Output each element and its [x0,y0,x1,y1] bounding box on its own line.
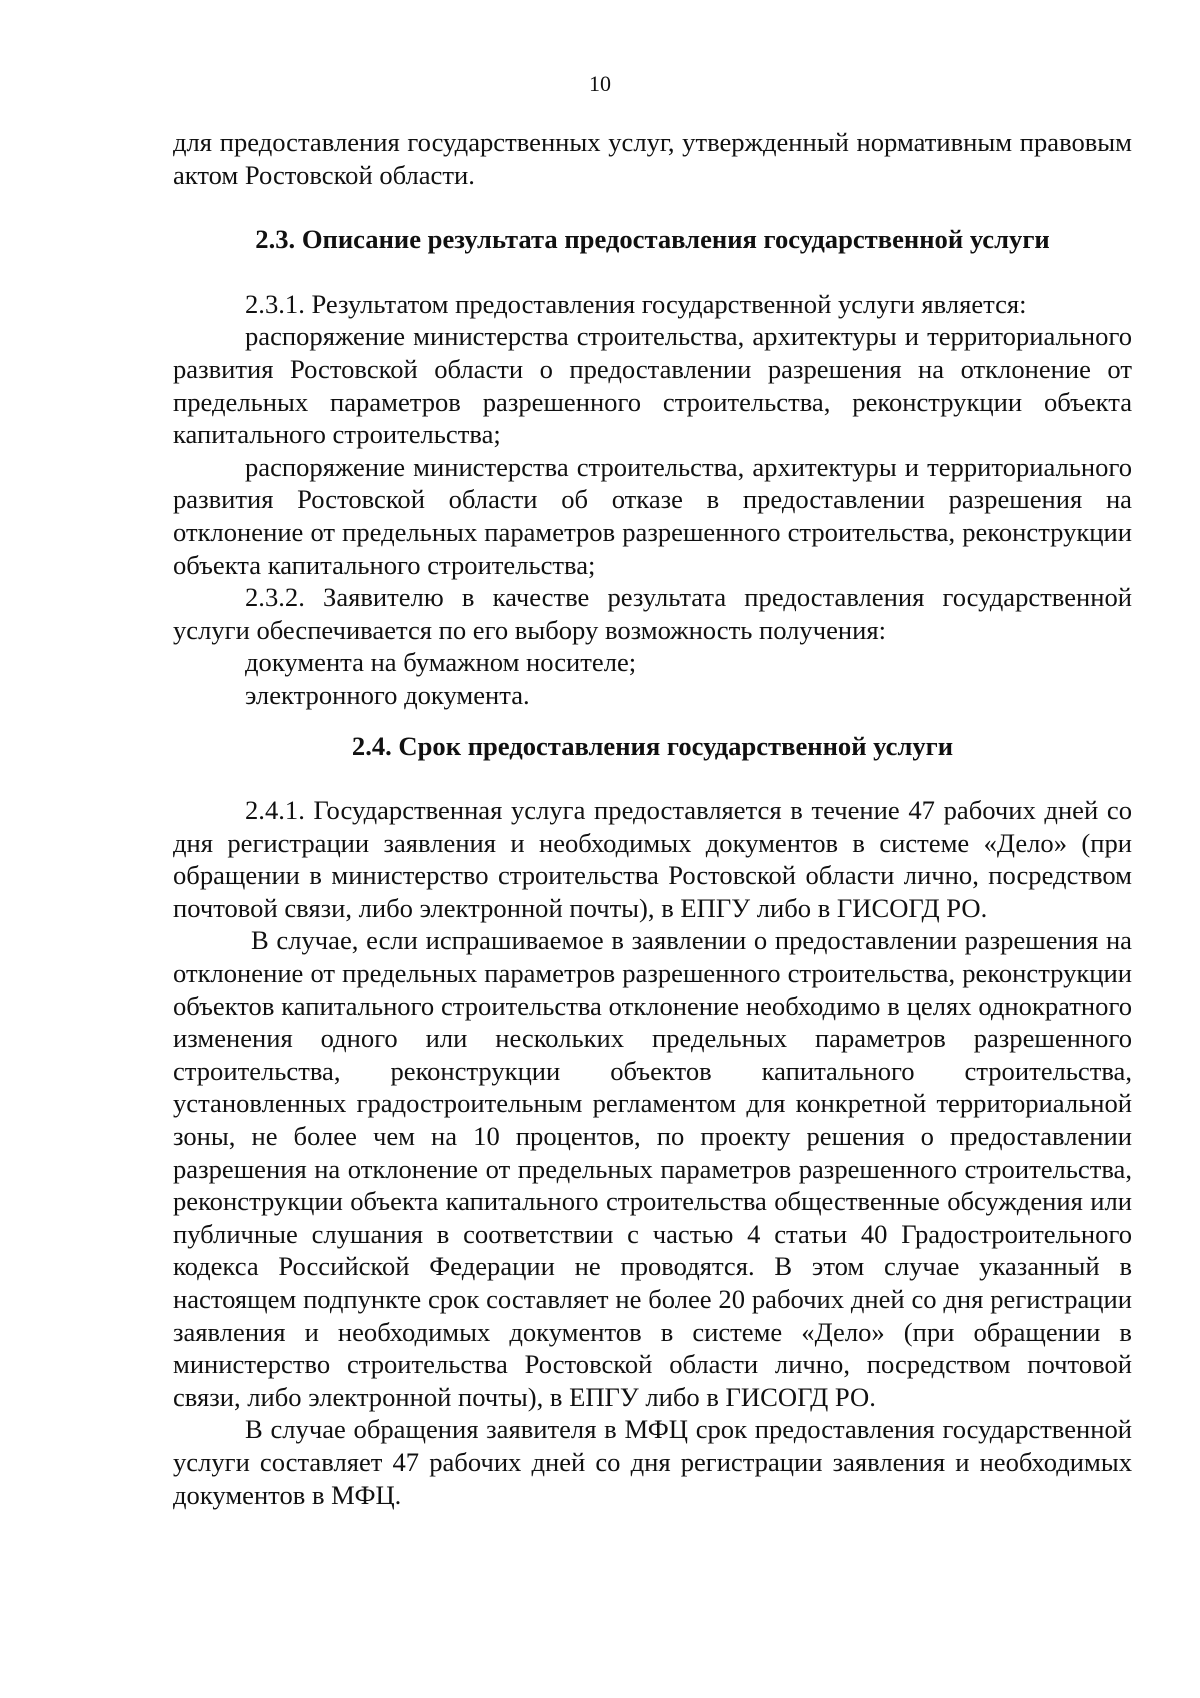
paragraph-2-3-2-electronic: электронного документа. [245,679,530,710]
paragraph-2-4-1: 2.4.1. Государственная услуга предоставляется в течение 47 рабочих дней со дня регистрации заявления и необходимых документов в системе «Дело» (при обращении в министерство строительства Ростовской области лично, посредством почтовой связи, либо электронной почты), в ЕПГУ либо в ГИСОГД РО. [173,795,1132,923]
paragraph-2-3-2-paper: документа на бумажном носителе; [245,647,637,678]
page-number: 10 [589,71,611,96]
paragraph-2-3-1-refusal: распоряжение министерства строительства, архитектуры и территориального развития Ростовской области об отказе в предоставлении разрешения на отклонение от предельных параметров разрешенного строительства, реконструкции объекта капитального строительства; [173,451,1132,580]
paragraph-2-3-1: 2.3.1. Результатом предоставления государственной услуги является: [245,288,1027,319]
paragraph-deviation-case: В случае, если испрашиваемое в заявлении о предоставлении разрешения на отклонение от предельных параметров разрешенного строительства, реконструкции объектов капитального строительства отклонение необходимо в целях однократного изменения одного или нескольких предельных параметров разрешенного строительства, реконструкции объектов капитального строительства, установленных градостроительным регламентом для конкретной территориальной зоны, не более чем на 10 процентов, по проекту решения о предоставлении разрешения на отклонение от предельных параметров разрешенного строительства, реконструкции объекта капитального строительства общественные обсуждения или публичные слушания в соответствии с частью 4 статьи 40 Градостроительного кодекса Российской Федерации не проводятся. В этом случае указанный в настоящем подпункте срок составляет не более 20 рабочих дней со дня регистрации заявления и необходимых документов в системе «Дело» (при обращении в министерство строительства Ростовской области лично, посредством почтовой связи, либо электронной почты), в ЕПГУ либо в ГИСОГД РО. [173,925,1132,1412]
paragraph-mfc-case: В случае обращения заявителя в МФЦ срок предоставления государственной услуги составляет 47 рабочих дней со дня регистрации заявления и необходимых документов в МФЦ. [173,1414,1132,1510]
paragraph-2-3-1-approval: распоряжение министерства строительства, архитектуры и территориального развития Ростовской области о предоставлении разрешения на отклонение от предельных параметров разрешенного строительства, реконструкции объекта капитального строительства; [173,321,1132,450]
paragraph-2-3-2: 2.3.2. Заявителю в качестве результата предоставления государственной услуги обеспечивается по его выбору возможность получения: [173,582,1132,645]
section-heading-2-3: 2.3. Описание результата предоставления государственной услуги [255,224,1050,255]
document-body [173,126,1132,1511]
section-heading-2-4: 2.4. Срок предоставления государственной услуги [351,730,954,761]
intro-paragraph: для предоставления государственных услуг, утвержденный нормативным правовым актом Ростовской области. [173,127,1132,190]
